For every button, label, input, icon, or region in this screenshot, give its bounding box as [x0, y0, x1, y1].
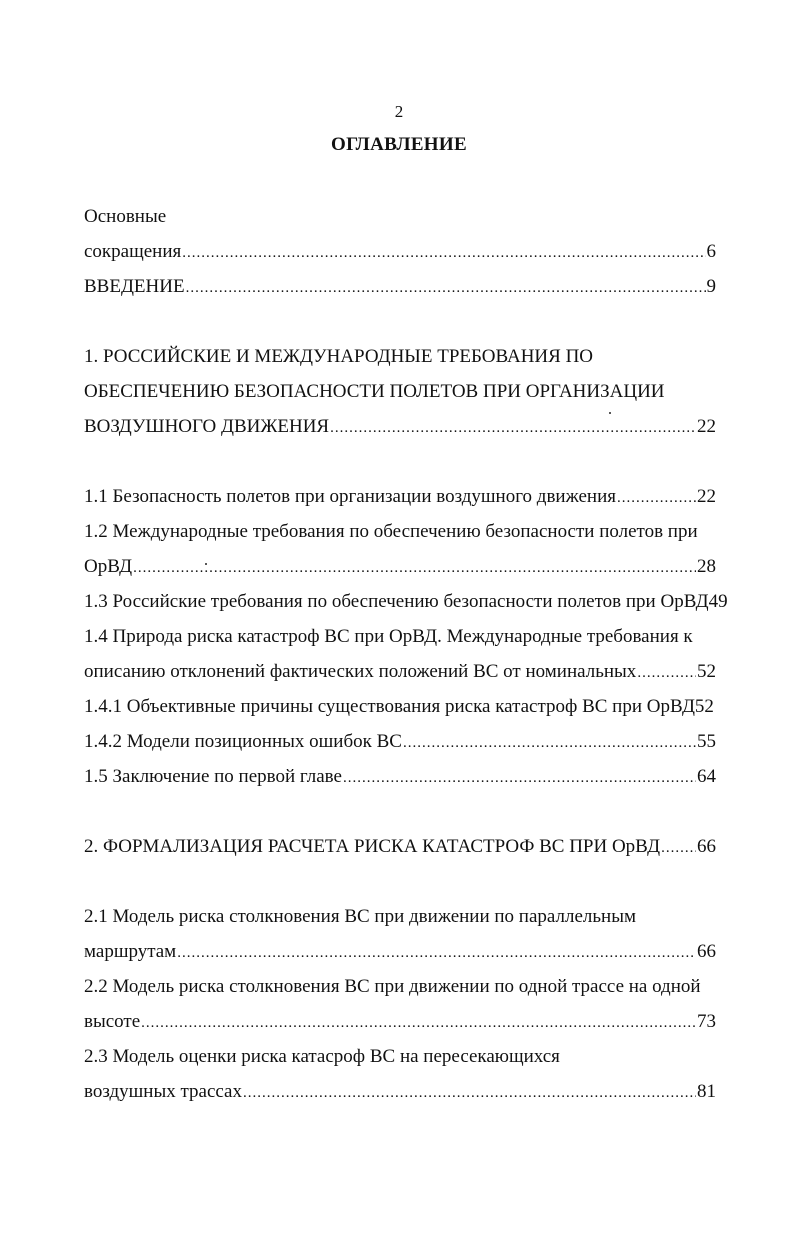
toc-entry-text: 1.4.1 Объективные причины существования риска катастроф ВС при ОрВД52 — [84, 696, 714, 717]
toc-leader-dots — [133, 553, 696, 583]
toc-entry — [84, 832, 716, 862]
toc-entry-text: сокращения — [84, 241, 182, 262]
toc-entry — [84, 412, 716, 442]
toc-leader-dots — [661, 833, 696, 863]
toc-entry-text: ВВЕДЕНИЕ — [84, 276, 185, 297]
toc-entry — [84, 237, 716, 267]
toc-line — [84, 377, 716, 407]
toc-line — [84, 622, 716, 652]
toc-entry-text: ОрВД — [84, 556, 133, 577]
toc-page-number: 73 — [697, 1011, 716, 1032]
toc-leader-dots — [330, 413, 696, 443]
toc-entry-text: ОБЕСПЕЧЕНИЮ БЕЗОПАСНОСТИ ПОЛЕТОВ ПРИ ОРГАНИЗАЦИИ — [84, 381, 665, 402]
toc-entry-text: воздушных трассах — [84, 1081, 242, 1102]
scan-speck — [609, 412, 611, 414]
toc-leader-dots — [182, 238, 705, 268]
toc-leader-dots — [141, 1008, 696, 1038]
toc-entry-text: 1. РОССИЙСКИЕ И МЕЖДУНАРОДНЫЕ ТРЕБОВАНИЯ ПО — [84, 346, 594, 367]
toc-leader-dots — [186, 273, 706, 303]
toc-entry-text: 2.3 Модель оценки риска катасроф ВС на пересекающихся — [84, 1046, 560, 1067]
toc-entry-text: 1.4.2 Модели позиционных ошибок ВС — [84, 731, 402, 752]
toc-line — [84, 587, 728, 617]
toc-line — [84, 517, 716, 547]
toc-entry — [84, 552, 716, 582]
toc-page-number: 66 — [697, 941, 716, 962]
toc-page-number: 55 — [697, 731, 716, 752]
toc-entry-text: описанию отклонений фактических положений ВС от номинальных — [84, 661, 637, 682]
toc-entry-text: маршрутам — [84, 941, 177, 962]
toc-page-number: 22 — [697, 416, 716, 437]
toc-entry-text: 2.2 Модель риска столкновения ВС при движении по одной трассе на одной — [84, 976, 701, 997]
toc-line — [84, 902, 716, 932]
toc-page-number: 9 — [706, 276, 716, 297]
toc-entry-text: ВОЗДУШНОГО ДВИЖЕНИЯ — [84, 416, 330, 437]
toc-leader-dots — [617, 483, 696, 513]
toc-page-number: 6 — [706, 241, 716, 262]
toc-entry-text: 2.1 Модель риска столкновения ВС при движении по параллельным — [84, 906, 637, 927]
toc-line — [84, 692, 716, 722]
toc-leader-dots — [637, 658, 696, 688]
page-title: ОГЛАВЛЕНИЕ — [331, 134, 467, 155]
toc-entry-text: Основные — [84, 206, 167, 227]
toc-entry-text: 1.2 Международные требования по обеспечению безопасности полетов при — [84, 521, 698, 542]
toc-entry — [84, 762, 716, 792]
toc-entry — [84, 272, 716, 302]
toc-entry — [84, 937, 716, 967]
scan-speck — [205, 563, 207, 565]
toc-entry-text: 1.4 Природа риска катастроф ВС при ОрВД. Международные требования к — [84, 626, 693, 647]
toc-entry-text: 1.1 Безопасность полетов при организации воздушного движения — [84, 486, 616, 507]
toc-page-number: 81 — [697, 1081, 716, 1102]
toc-entry — [84, 1007, 716, 1037]
toc-entry — [84, 657, 716, 687]
toc-entry-text: 2. ФОРМАЛИЗАЦИЯ РАСЧЕТА РИСКА КАТАСТРОФ ВС ПРИ ОрВД — [84, 836, 661, 857]
toc-line — [84, 1042, 716, 1072]
toc-page-number: 22 — [697, 486, 716, 507]
toc-page-number: 66 — [697, 836, 716, 857]
page-number: 2 — [394, 102, 404, 121]
toc-entry — [84, 1077, 716, 1107]
toc-line — [84, 342, 716, 372]
toc-line — [84, 202, 716, 232]
toc-leader-dots — [403, 728, 696, 758]
toc-line — [84, 972, 716, 1002]
toc-entry — [84, 482, 716, 512]
toc-entry-text: 1.5 Заключение по первой главе — [84, 766, 342, 787]
toc-leader-dots — [343, 763, 696, 793]
toc-leader-dots — [177, 938, 696, 968]
toc-page-number: 52 — [697, 661, 716, 682]
toc-page-number: 28 — [697, 556, 716, 577]
toc-page-number: 64 — [697, 766, 716, 787]
toc-entry — [84, 727, 716, 757]
toc-entry-text: высоте — [84, 1011, 141, 1032]
toc-leader-dots — [243, 1078, 696, 1108]
toc-entry-text: 1.3 Российские требования по обеспечению безопасности полетов при ОрВД49 — [84, 591, 728, 612]
